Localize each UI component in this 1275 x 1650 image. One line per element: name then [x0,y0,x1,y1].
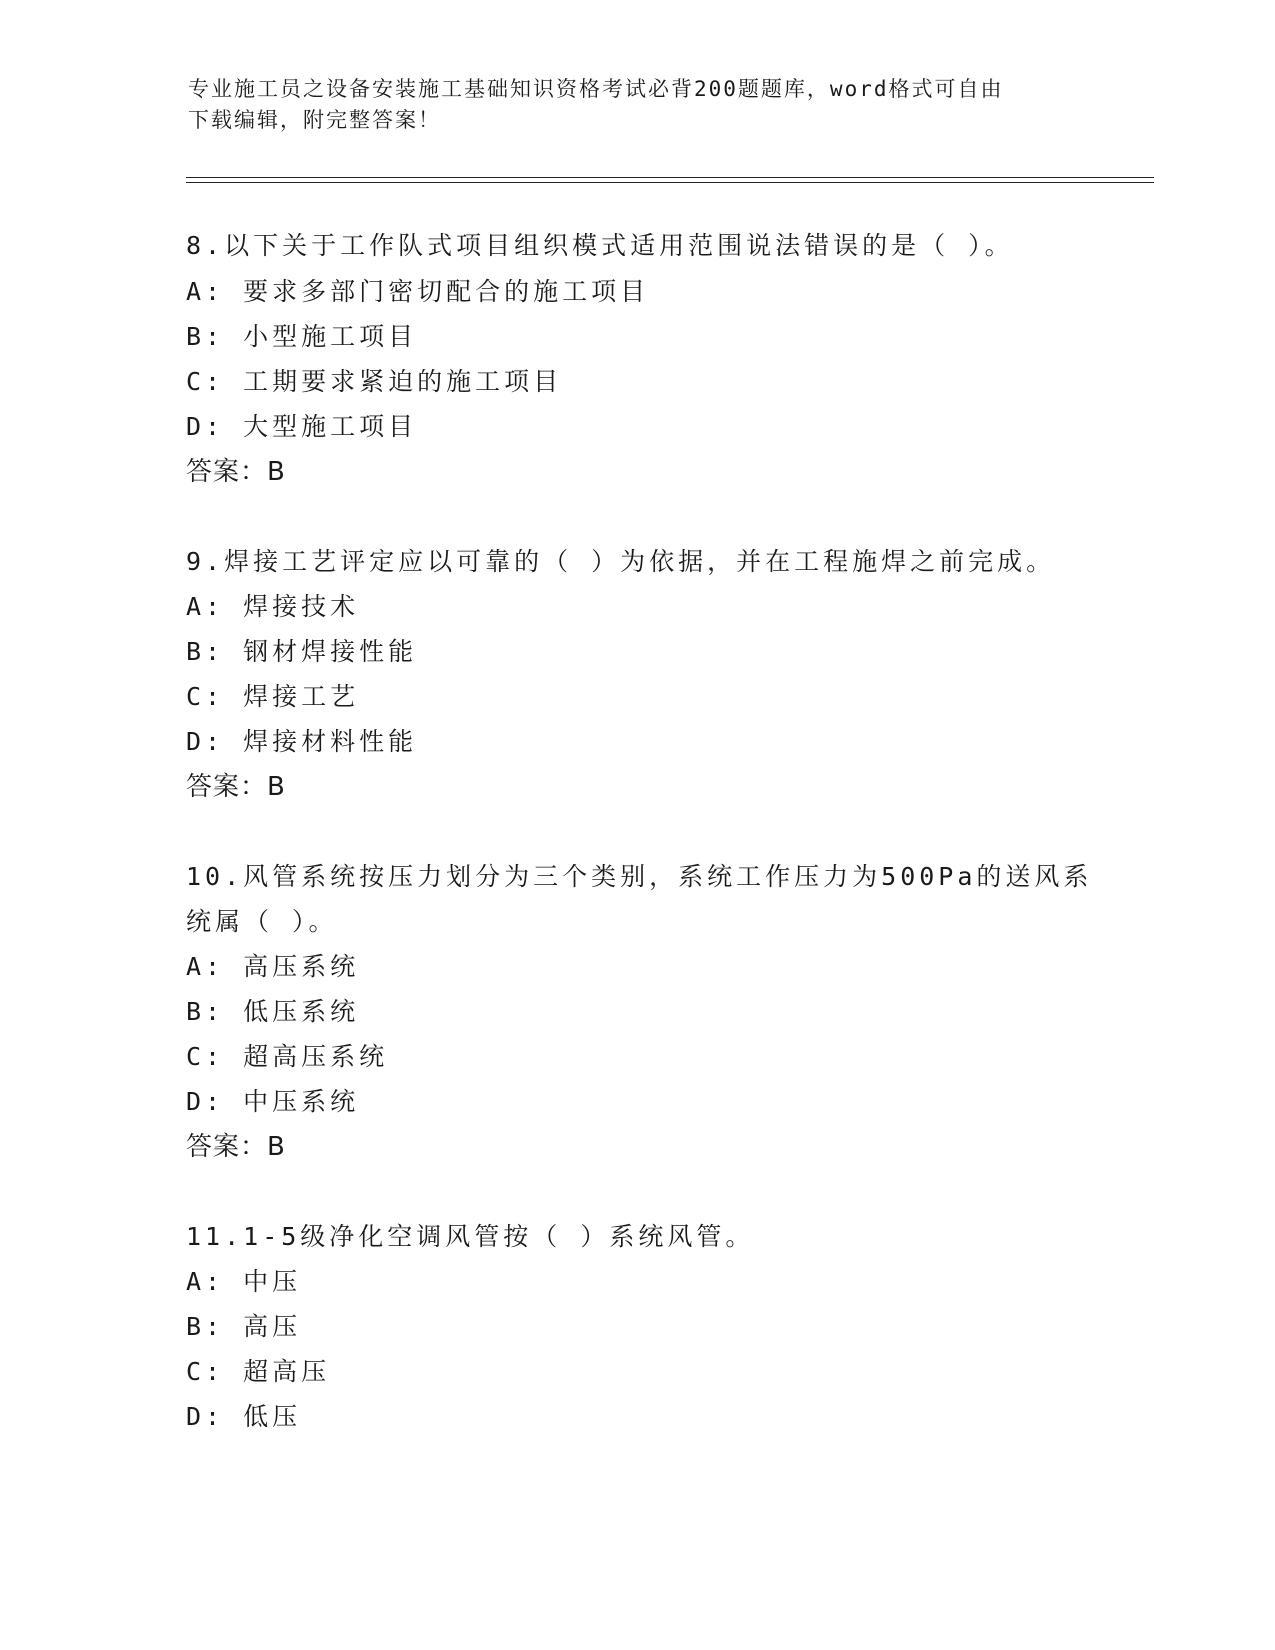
header-line-2: 下载编辑，附完整答案！ [188,108,441,132]
question-10-answer: 答案：B [186,1132,286,1162]
question-8-stem: 8.以下关于工作队式项目组织模式适用范围说法错误的是（ ）。 [186,231,1014,260]
question-11-option-d: D: 低压 [186,1402,302,1431]
question-11-option-b: B: 高压 [186,1312,302,1341]
question-10-stem-line-1: 10.风管系统按压力划分为三个类别，系统工作压力为500Pa的送风系 [186,862,1093,891]
header-line-1: 专业施工员之设备安装施工基础知识资格考试必背200题题库，word格式可自由 [188,77,1004,101]
question-9-option-d: D: 焊接材料性能 [186,727,418,756]
page-header [188,74,1088,136]
question-10-option-a: A: 高压系统 [186,952,360,981]
question-9-option-a: A: 焊接技术 [186,592,360,621]
question-9-option-c: C: 焊接工艺 [186,682,360,711]
header-rule-bottom [186,182,1154,183]
question-8-option-b: B: 小型施工项目 [186,322,418,351]
question-11-stem: 11.1-5级净化空调风管按（ ）系统风管。 [186,1222,755,1251]
question-11-option-a: A: 中压 [186,1267,302,1296]
header-rule-top [186,177,1154,178]
question-9-stem: 9.焊接工艺评定应以可靠的（ ）为依据，并在工程施焊之前完成。 [186,547,1056,576]
question-9-answer: 答案：B [186,772,286,802]
question-11-option-c: C: 超高压 [186,1357,331,1386]
question-8-option-a: A: 要求多部门密切配合的施工项目 [186,277,650,306]
question-10-stem-line-2: 统属（ ）。 [186,907,338,936]
question-8-option-d: D: 大型施工项目 [186,412,418,441]
question-10-option-b: B: 低压系统 [186,997,360,1026]
question-10-option-c: C: 超高压系统 [186,1042,389,1071]
question-8-option-c: C: 工期要求紧迫的施工项目 [186,367,563,396]
question-10-option-d: D: 中压系统 [186,1087,360,1116]
question-9-option-b: B: 钢材焊接性能 [186,637,418,666]
question-8-answer: 答案：B [186,457,286,487]
